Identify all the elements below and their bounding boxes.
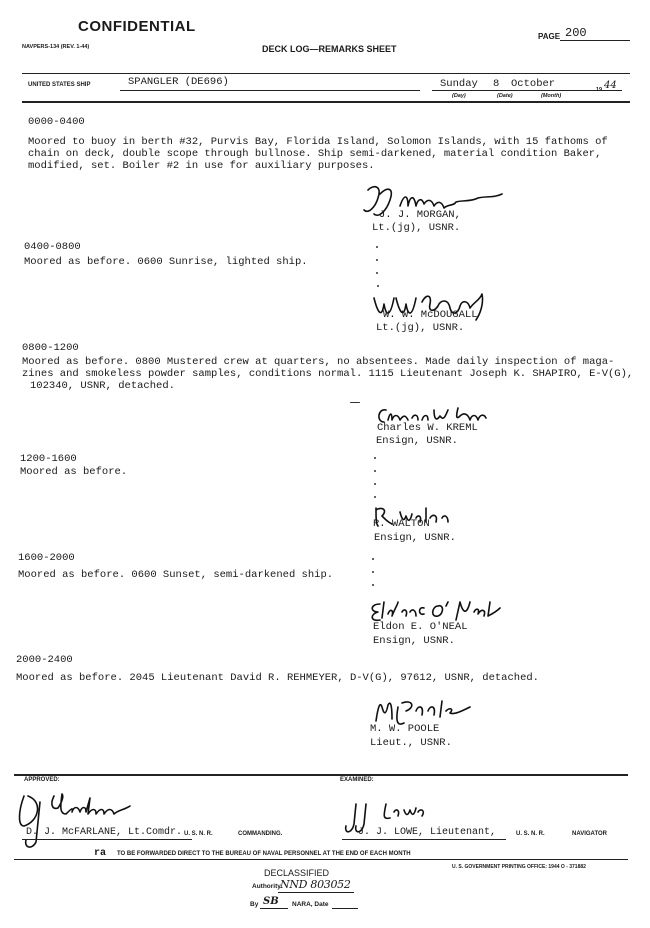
by-value: SB (263, 896, 279, 907)
page-number: 200 (565, 26, 587, 40)
commanding-label: COMMANDING. (238, 831, 283, 837)
watch-time-0400: 0400-0800 (24, 241, 81, 253)
navigator-name: J. J. LOWE, Lieutenant, (358, 827, 497, 838)
day-caption: (Day) (452, 93, 466, 99)
signer-rank-0400: Lt.(jg), USNR. (376, 322, 465, 334)
clerk-initials: ra (94, 848, 107, 859)
sheet-title: DECK LOG—REMARKS SHEET (262, 44, 397, 54)
log-date: 8 (493, 78, 500, 90)
usnr-left: U. S. N. R. (184, 831, 213, 837)
watch-remarks-1600-line1: Moored as before. 0600 Sunset, semi-darkened ship. (18, 569, 334, 581)
log-month: October (511, 78, 556, 90)
signer-name-2000: M. W. POOLE (370, 723, 440, 735)
ship-label: UNITED STATES SHIP (28, 82, 91, 88)
log-day: Sunday (440, 78, 478, 90)
signer-rank-2000: Lieut., USNR. (370, 737, 452, 749)
authority-label: Authority (252, 883, 281, 890)
watch-remarks-2000-line1: Moored as before. 2045 Lieutenant David R. REHMEYER, D-V(G), 97612, USNR, detached. (16, 672, 539, 684)
signer-rank-1200: Ensign, USNR. (374, 532, 456, 544)
usnr-right: U. S. N. R. (516, 831, 545, 837)
watch-time-1200: 1200-1600 (20, 453, 77, 465)
commanding-officer-name: D. J. McFARLANE, Lt.Comdr. (26, 827, 183, 838)
by-label: By (250, 901, 259, 908)
declassified-stamp: DECLASSIFIED (264, 868, 330, 878)
examined-label: EXAMINED: (340, 777, 374, 783)
signature-mcfarlane (14, 792, 154, 852)
signer-rank-0800: Ensign, USNR. (376, 435, 458, 447)
signer-rank-1600: Ensign, USNR. (373, 635, 455, 647)
forwarding-instruction: TO BE FORWARDED DIRECT TO THE BUREAU OF NAVAL PERSONNEL AT THE END OF EACH MONTH (117, 851, 411, 857)
nara-date-label: NARA, Date (292, 901, 329, 908)
authority-value: NND 803052 (280, 878, 351, 891)
watch-remarks-0800-line1: Moored as before. 0800 Mustered crew at quarters, no absentees. Made daily inspection of maga- (22, 356, 615, 368)
signer-name-0000: J. J. MORGAN, (379, 209, 461, 221)
signer-rank-0000: Lt.(jg), USNR. (372, 222, 461, 234)
log-year: 44 (604, 80, 617, 91)
watch-time-1600: 1600-2000 (18, 552, 75, 564)
watch-remarks-0400-line1: Moored as before. 0600 Sunrise, lighted ship. (24, 256, 308, 268)
month-caption: (Month) (541, 93, 562, 99)
watch-remarks-0800-line2: zines and smokeless powder samples, conditions normal. 1115 Lieutenant Joseph K. SHAPIRO, E-V(G), (22, 368, 634, 380)
signer-name-0400: W. W. McDOUGALL (383, 309, 478, 321)
form-number: NAVPERS-134 (REV. 1-44) (22, 44, 90, 50)
watch-remarks-0000-line3: modified, set. Boiler #2 in use for auxiliary purposes. (28, 160, 375, 172)
page-label: PAGE (538, 32, 561, 41)
ship-name: SPANGLER (DE696) (128, 76, 229, 88)
watch-time-0800: 0800-1200 (22, 342, 79, 354)
watch-remarks-0800-line3: 102340, USNR, detached. (30, 380, 175, 392)
signer-name-1600: Eldon E. O'NEAL (373, 621, 468, 633)
watch-time-0000: 0000-0400 (28, 116, 85, 128)
date-caption: (Date) (497, 93, 513, 99)
watch-remarks-0000-line1: Moored to buoy in berth #32, Purvis Bay, Florida Island, Solomon Islands, with 15 fathoms of (28, 136, 608, 148)
watch-remarks-0000-line2: chain on deck, double scope through bullnose. Ship semi-darkened, material condition Baker, (28, 148, 602, 160)
watch-time-2000: 2000-2400 (16, 654, 73, 666)
printing-office: U. S. GOVERNMENT PRINTING OFFICE: 1944 O - 371882 (452, 864, 586, 870)
year-prefix: 19 (596, 87, 603, 93)
signer-name-0800: Charles W. KREML (377, 422, 478, 434)
watch-remarks-1200-line1: Moored as before. (20, 466, 128, 478)
signer-name-1200: R. WALTON (373, 518, 430, 530)
approved-label: APPROVED: (24, 777, 60, 783)
navigator-label: NAVIGATOR (572, 831, 608, 837)
classification-header: CONFIDENTIAL (78, 18, 196, 35)
